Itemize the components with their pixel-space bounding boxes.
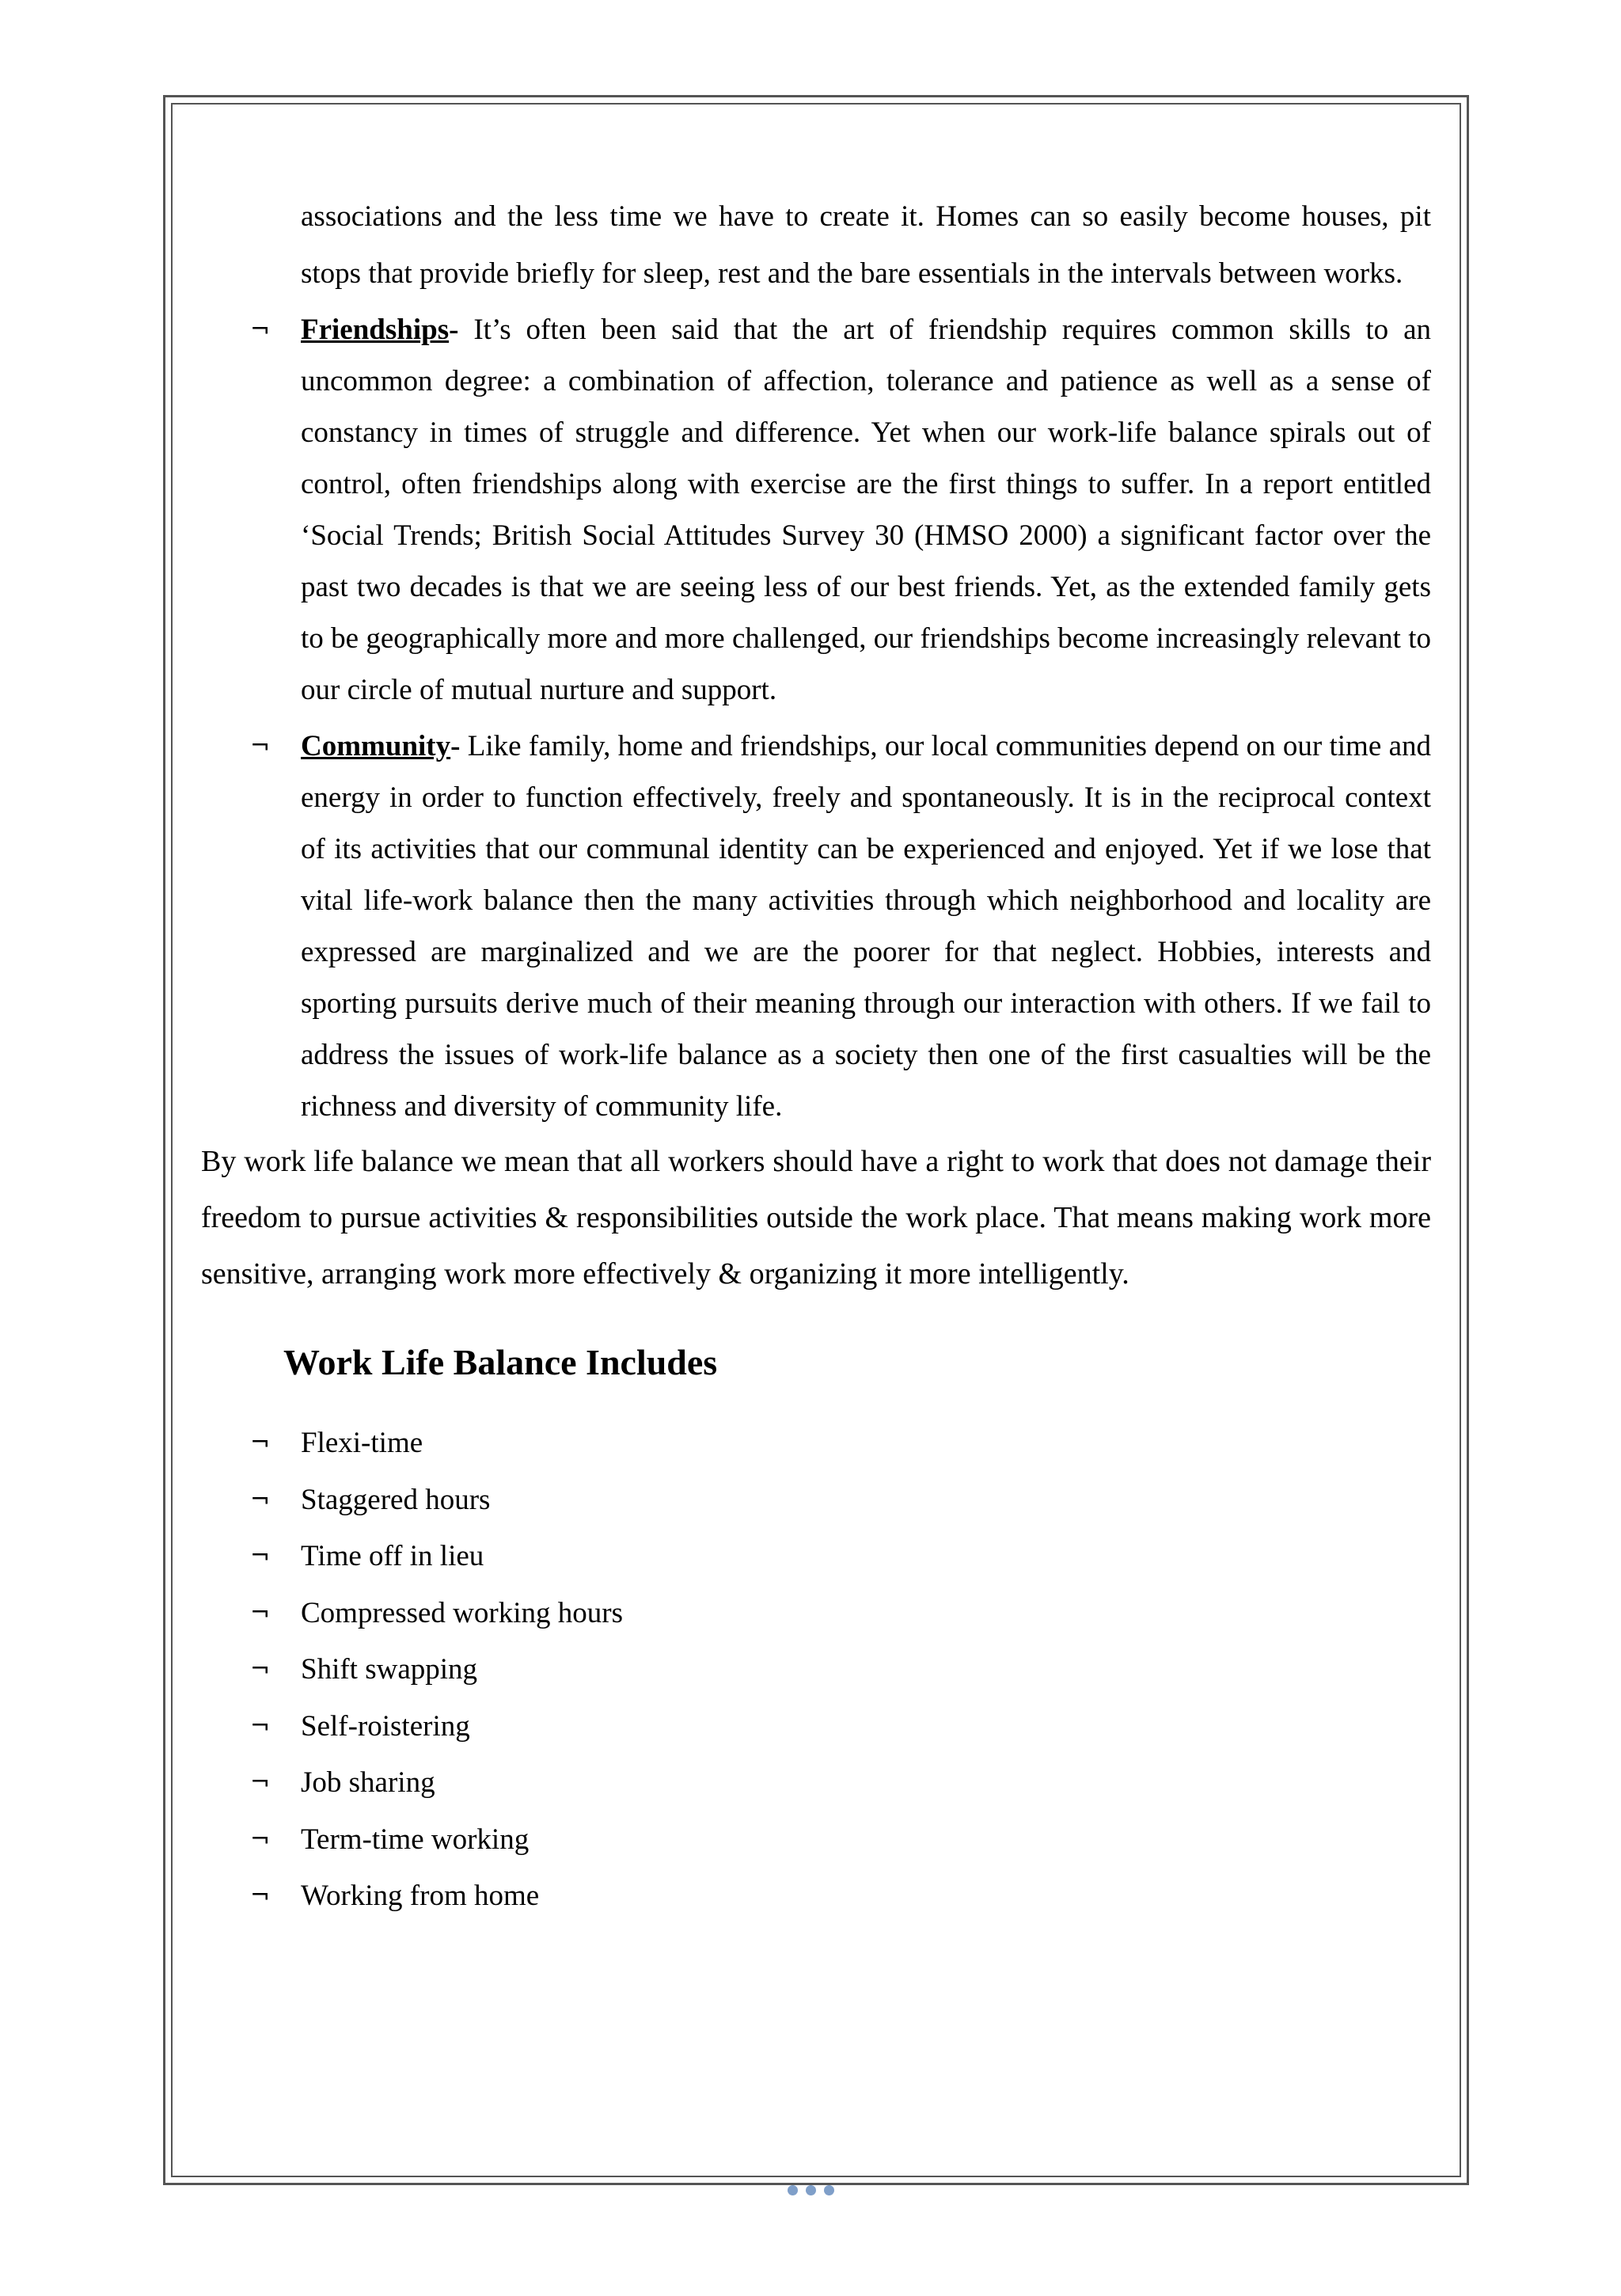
list-item-label: Staggered hours [301,1483,491,1516]
bullet-dash: - [450,730,461,762]
bullet-mark: ¬ [250,1712,271,1740]
bullet-term: Friendships [301,314,450,346]
bullet-mark: ¬ [250,1429,271,1457]
section-heading: Work Life Balance Includes [283,1342,718,1382]
bullet-mark: ¬ [250,1882,271,1910]
list-item-label: Self-roistering [301,1709,470,1743]
list-item [250,1698,1431,1755]
list-item [250,1811,1431,1868]
bullet-text: Like family, home and friendships, our local communities depend on our time and energy in order to function effectively, freely and spontaneously. It is in the reciprocal context of its activities that our communal identity can be experienced and enjoyed. Yet if we lose that vital life-work balance then the many activities through which neighborhood and locality are expressed are marginalized and we are the poorer for that neglect. Hobbies, interests and sporting pursuits derive much of their meaning through our interaction with others. If we fail to address the issues of work-life balance as a society then one of the first casualties will be the richness and diversity of community life. [301,730,1431,1123]
list-item [250,1868,1431,1925]
footer-dot-icon [824,2185,834,2195]
bullet-mark: ¬ [250,1825,271,1853]
bullet-mark: ¬ [250,1655,271,1683]
bullet-dash: - [449,314,459,346]
list-item [250,1641,1431,1698]
bullet-friendships [250,304,1431,716]
list-item [250,1528,1431,1585]
list-item [250,1415,1431,1472]
list-item-label: Term-time working [301,1823,530,1856]
page-footer-dots [0,2185,1621,2199]
list-item [250,1754,1431,1811]
bullet-text: It’s often been said that the art of friendship requires common skills to an uncommon degree: a combination of affection, tolerance and patience as well as a sense of constancy in times of struggle and difference. Yet when our work-life balance spirals out of control, often friendships along with exercise are the first things to suffer. In a report entitled ‘Social Trends; British Social Attitudes Survey 30 (HMSO 2000) a significant factor over the past two decades is that we are seeing less of our best friends. Yet, as the extended family gets to be geographically more and more challenged, our friendships become increasingly relevant to our circle of mutual nurture and support. [301,314,1431,706]
bullet-mark: ¬ [250,732,271,760]
continuation-paragraph: associations and the less time we have to create it. Homes can so easily become houses, pit stops that provide briefly for sleep, rest and the bare essentials in the intervals between works. [301,200,1431,290]
footer-dot-icon [788,2185,798,2195]
list-item [250,1585,1431,1642]
body-paragraph: By work life balance we mean that all workers should have a right to work that does not damage their freedom to pursue activities & responsibilities outside the work place. That means making work more sensitive, arranging work more effectively & organizing it more intelligently. [201,1145,1431,1291]
bullet-mark: ¬ [250,1485,271,1514]
footer-dot-icon [806,2185,816,2195]
bullet-term: Community [301,730,451,762]
includes-list [201,1415,1431,1925]
bullet-mark: ¬ [250,1598,271,1627]
list-item-label: Shift swapping [301,1653,478,1686]
bullet-mark: ¬ [250,1769,271,1796]
list-item-label: Working from home [301,1880,540,1912]
list-item-label: Compressed working hours [301,1596,623,1629]
list-item-label: Flexi-time [301,1427,423,1459]
list-item-label: Time off in lieu [301,1540,484,1572]
page-content [201,188,1431,1925]
bullet-community [250,720,1431,1132]
bullet-mark: ¬ [250,316,271,344]
list-item [250,1472,1431,1529]
bullet-mark: ¬ [250,1542,271,1570]
list-item-label: Job sharing [301,1766,435,1799]
